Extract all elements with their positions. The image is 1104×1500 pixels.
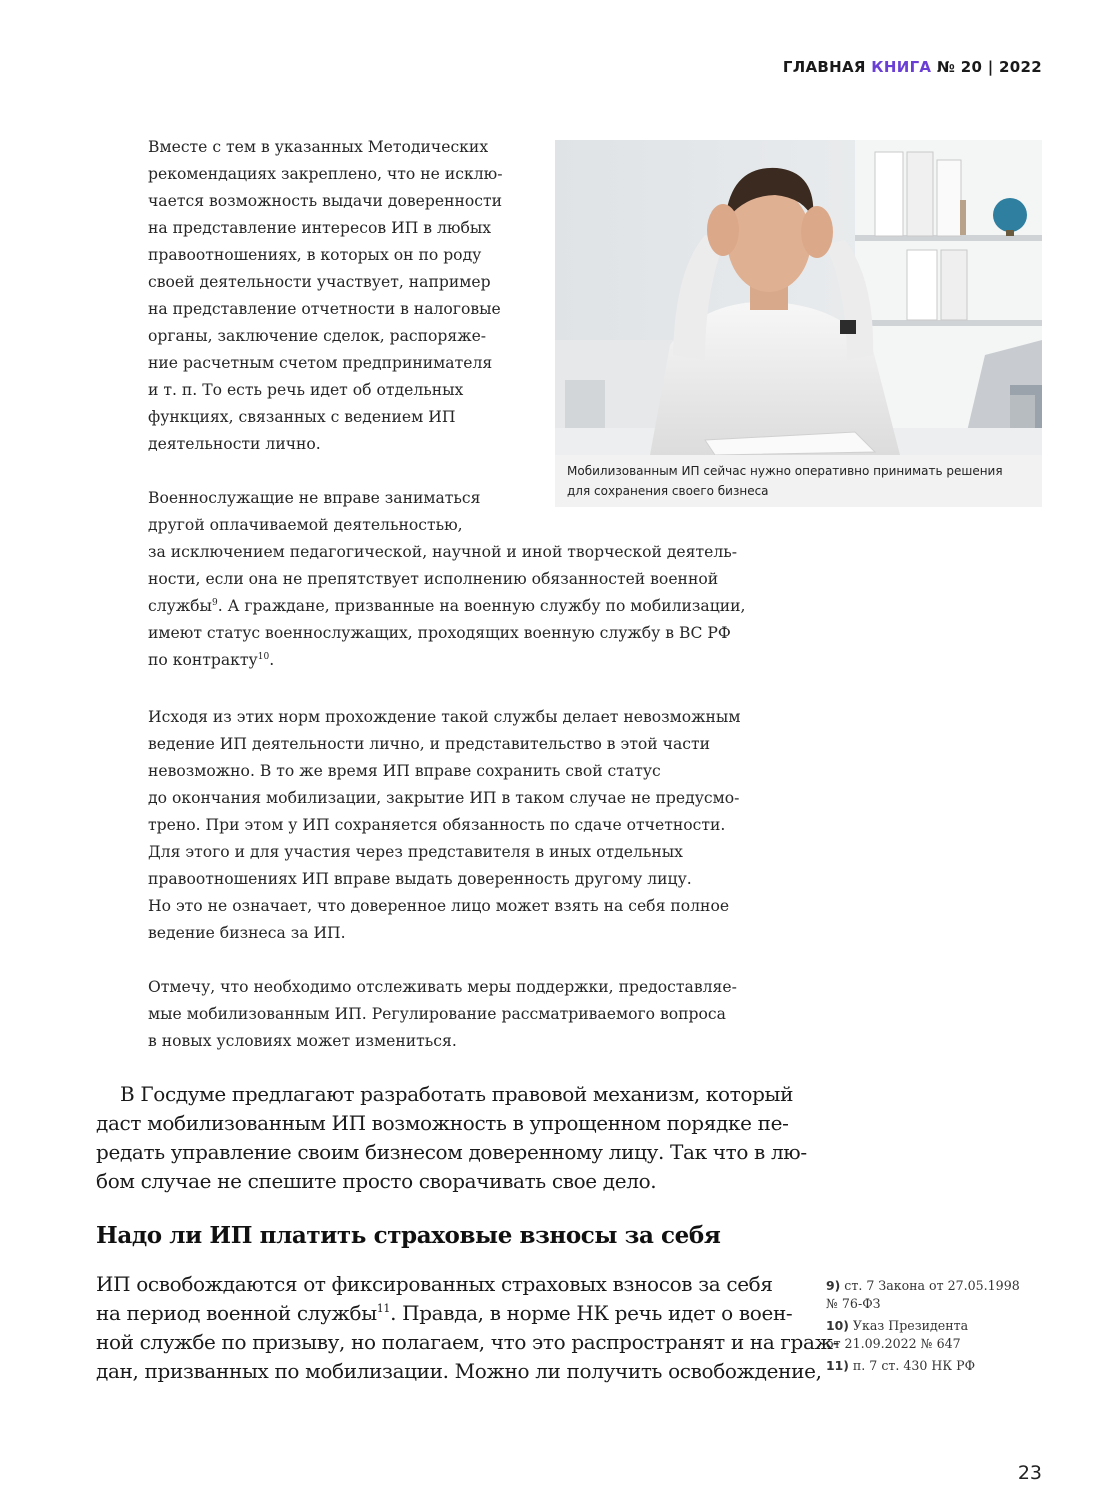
text-line: даст мобилизованным ИП возможность в упрощенном порядке пе- bbox=[96, 1111, 789, 1135]
text-line: ной службе по призыву, но полагаем, что это распространят и на граж- bbox=[96, 1330, 840, 1354]
footnote-10 bbox=[826, 1317, 1046, 1353]
text-line: ведение ИП деятельности лично, и представительство в этой части bbox=[148, 735, 710, 753]
text-line: на представление интересов ИП в любых bbox=[148, 219, 492, 237]
text-line bbox=[148, 647, 745, 674]
text-fragment: службы bbox=[148, 597, 212, 615]
text-line: Вместе с тем в указанных Методических bbox=[148, 138, 489, 156]
text-fragment: . Правда, в норме НК речь идет о воен- bbox=[390, 1301, 793, 1325]
brand-main: ГЛАВНАЯ bbox=[782, 58, 866, 76]
text-line: в новых условиях может измениться. bbox=[148, 1032, 457, 1050]
text-line: рекомендациях закреплено, что не исклю- bbox=[148, 165, 503, 183]
text-line: органы, заключение сделок, распоряже- bbox=[148, 327, 487, 345]
text-line: редать управление своим бизнесом доверенному лицу. Так что в лю- bbox=[96, 1140, 807, 1164]
footnote-number: 9) bbox=[826, 1278, 841, 1293]
text-line: ведение бизнеса за ИП. bbox=[148, 924, 346, 942]
footnote-ref-10: 10 bbox=[257, 652, 270, 662]
text-line: В Госдуме предлагают разработать правовой механизм, который bbox=[120, 1082, 794, 1106]
photo-stressed-man bbox=[555, 140, 1042, 455]
text-line: ние расчетным счетом предпринимателя bbox=[148, 354, 493, 372]
aside-paragraph-4 bbox=[148, 974, 737, 1055]
footnote-line bbox=[826, 1277, 1046, 1295]
footnote-text: Указ Президента bbox=[848, 1318, 969, 1333]
text-line: мые мобилизованным ИП. Регулирование рассматриваемого вопроса bbox=[148, 1005, 726, 1023]
main-paragraph-2 bbox=[96, 1270, 839, 1386]
text-line: и т. п. То есть речь идет об отдельных bbox=[148, 381, 464, 399]
issue-number: № 20 | 2022 bbox=[936, 58, 1042, 76]
text-line: ности, если она не препятствует исполнению обязанностей военной bbox=[148, 570, 719, 588]
text-fragment: . bbox=[269, 651, 275, 669]
photo-figure bbox=[555, 140, 1042, 507]
running-header bbox=[783, 58, 1042, 76]
text-line: правоотношениях, в которых он по роду bbox=[148, 246, 482, 264]
caption-line: Мобилизованным ИП сейчас нужно оперативно принимать решения bbox=[567, 464, 1003, 478]
footnote-line: № 76-ФЗ bbox=[826, 1296, 881, 1311]
footnote-9 bbox=[826, 1277, 1046, 1313]
aside-paragraph-3 bbox=[148, 704, 740, 947]
caption-line: для сохранения своего бизнеса bbox=[567, 484, 769, 498]
footnote-line bbox=[826, 1317, 1046, 1335]
text-line: имеют статус военнослужащих, проходящих военную службу в ВС РФ bbox=[148, 624, 731, 642]
text-line: функциях, связанных с ведением ИП bbox=[148, 408, 456, 426]
text-line: своей деятельности участвует, например bbox=[148, 273, 491, 291]
footnote-text: ст. 7 Закона от 27.05.1998 bbox=[840, 1278, 1020, 1293]
text-line: Отмечу, что необходимо отслеживать меры поддержки, предоставляе- bbox=[148, 978, 737, 996]
text-line: ИП освобождаются от фиксированных страховых взносов за себя bbox=[96, 1272, 773, 1296]
text-fragment: по контракту bbox=[148, 651, 258, 669]
text-line: Военнослужащие не вправе заниматься bbox=[148, 489, 481, 507]
text-fragment: на период военной службы bbox=[96, 1301, 377, 1325]
footnote-text: п. 7 ст. 430 НК РФ bbox=[848, 1358, 976, 1373]
text-line: деятельности лично. bbox=[148, 435, 321, 453]
text-fragment: . А граждане, призванные на военную службу по мобилизации, bbox=[217, 597, 746, 615]
footnote-11 bbox=[826, 1357, 1046, 1375]
section-heading: Надо ли ИП платить страховые взносы за себя bbox=[96, 1222, 721, 1249]
text-line: другой оплачиваемой деятельностью, bbox=[148, 516, 463, 534]
page-number: 23 bbox=[1017, 1462, 1042, 1484]
text-line: трено. При этом у ИП сохраняется обязанность по сдаче отчетности. bbox=[148, 816, 726, 834]
footnote-line bbox=[826, 1357, 1046, 1375]
footnote-line: от 21.09.2022 № 647 bbox=[826, 1336, 961, 1351]
footnote-number: 11) bbox=[826, 1358, 849, 1373]
text-line: бом случае не спешите просто сворачивать свое дело. bbox=[96, 1169, 657, 1193]
text-line bbox=[96, 1299, 839, 1328]
footnote-ref-11: 11 bbox=[376, 1302, 391, 1315]
brand-accent: КНИГА bbox=[871, 58, 932, 76]
text-line: Исходя из этих норм прохождение такой службы делает невозможным bbox=[148, 708, 741, 726]
text-line: Но это не означает, что доверенное лицо может взять на себя полное bbox=[148, 897, 730, 915]
footnotes bbox=[826, 1277, 1046, 1379]
text-line: невозможно. В то же время ИП вправе сохранить свой статус bbox=[148, 762, 661, 780]
text-line: за исключением педагогической, научной и иной творческой деятель- bbox=[148, 543, 738, 561]
aside-paragraph-1 bbox=[148, 134, 502, 458]
aside-paragraph-2 bbox=[148, 485, 745, 674]
footnote-ref-9: 9 bbox=[211, 598, 218, 608]
text-line: на представление отчетности в налоговые bbox=[148, 300, 501, 318]
text-line: правоотношениях ИП вправе выдать доверенность другому лицу. bbox=[148, 870, 692, 888]
text-line: до окончания мобилизации, закрытие ИП в таком случае не предусмо- bbox=[148, 789, 740, 807]
footnote-number: 10) bbox=[826, 1318, 849, 1333]
text-line: чается возможность выдачи доверенности bbox=[148, 192, 502, 210]
text-line: дан, призванных по мобилизации. Можно ли получить освобождение, bbox=[96, 1359, 822, 1383]
text-line: Для этого и для участия через представителя в иных отдельных bbox=[148, 843, 683, 861]
main-paragraph-1 bbox=[96, 1080, 807, 1196]
text-line bbox=[148, 593, 745, 620]
